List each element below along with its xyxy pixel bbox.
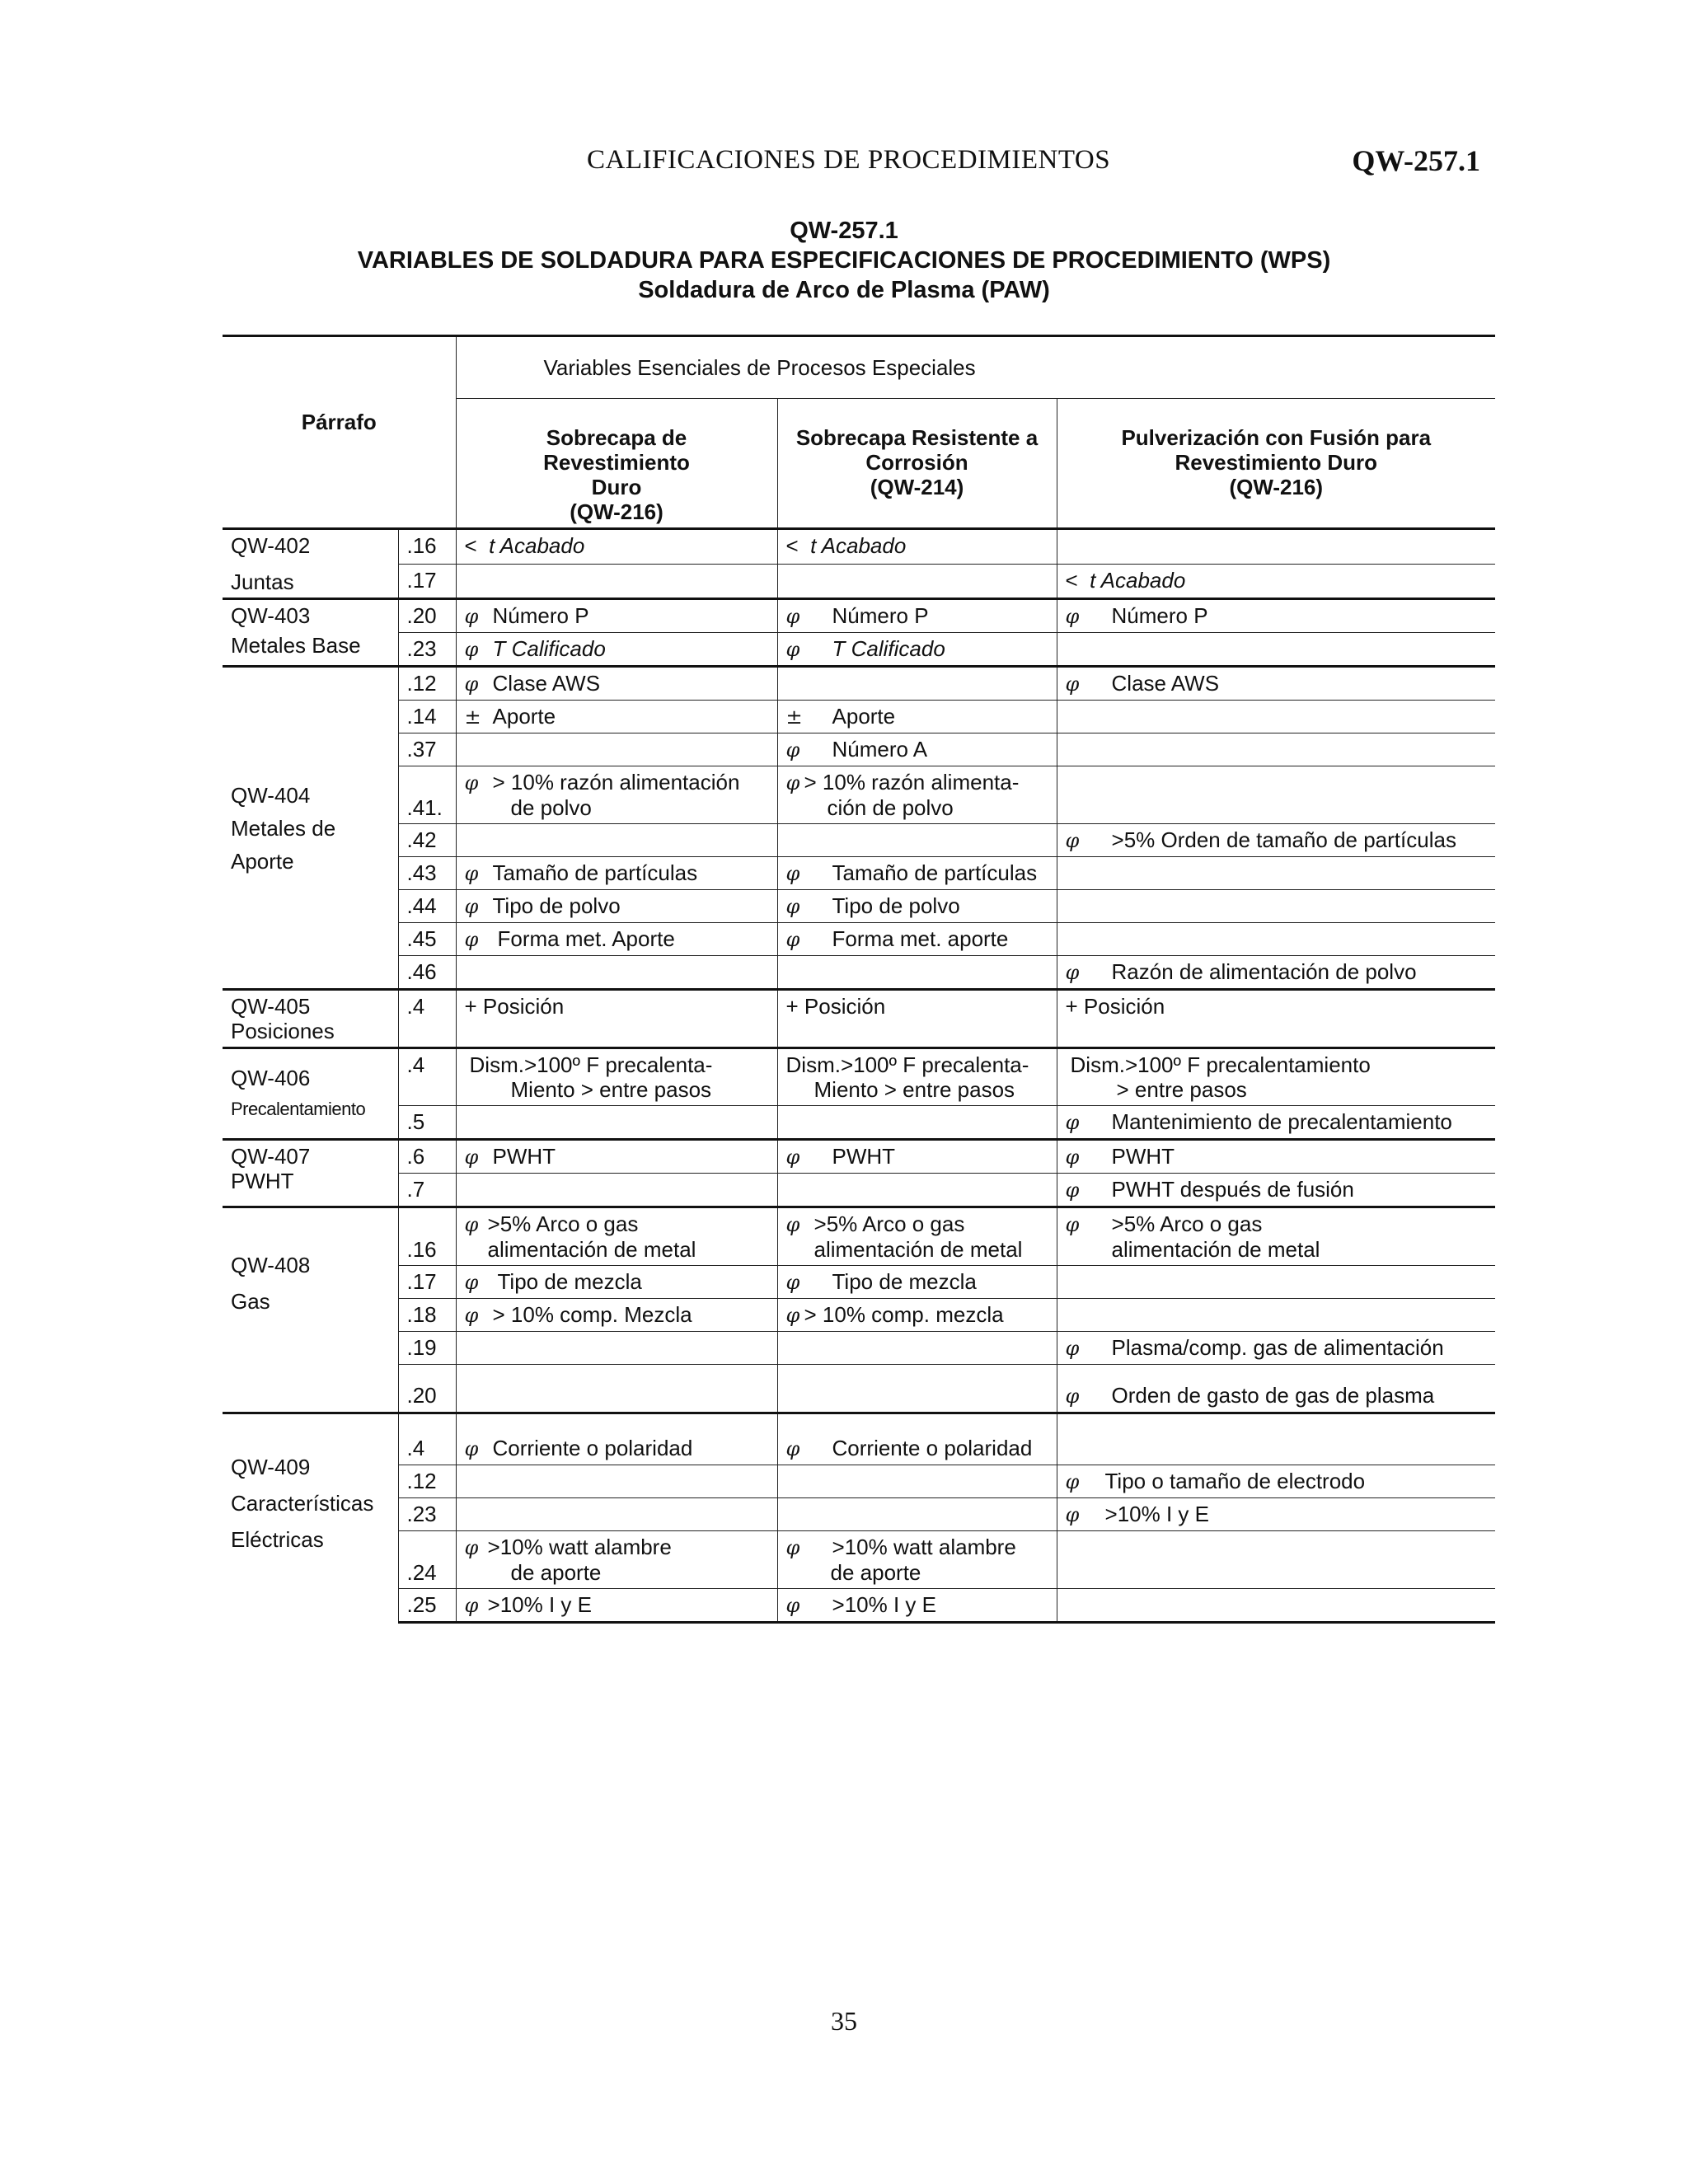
table-row: .46 φ Razón de alimentación de polvo <box>223 956 1495 990</box>
row-number: .20 <box>398 599 456 633</box>
plus-minus-symbol: ± <box>464 705 481 729</box>
row-number: .16 <box>398 1207 456 1266</box>
phi-symbol: φ <box>1065 1337 1080 1360</box>
phi-symbol: φ <box>464 1304 479 1327</box>
table-row: .43 φ Tamaño de partículas φ Tamaño de partículas <box>223 857 1495 890</box>
row-number: .17 <box>398 1266 456 1299</box>
col-header-2: Sobrecapa Resistente a Corrosión (QW-214) <box>777 399 1057 529</box>
table-row: .23 φ >10% I y E <box>223 1498 1495 1531</box>
row-number: .12 <box>398 667 456 701</box>
phi-symbol: φ <box>464 928 479 951</box>
row-number: .4 <box>398 990 456 1048</box>
phi-symbol: φ <box>785 605 800 628</box>
table-row: QW-408 Gas .16 φ >5% Arco o gas alimentación de metal φ >5% Arco o gas alimentación de metal φ >5% Arco o gas alimentación de metal <box>223 1207 1495 1266</box>
phi-symbol: φ <box>1065 1503 1080 1526</box>
table-row: .20 φ Orden de gasto de gas de plasma <box>223 1365 1495 1413</box>
table-row: .25 φ >10% I y E φ >10% I y E <box>223 1589 1495 1623</box>
table-row <box>223 990 1495 1048</box>
running-header-code: QW-257.1 <box>1352 144 1480 177</box>
plus-minus-symbol: ± <box>785 705 803 729</box>
phi-symbol: φ <box>785 1437 800 1460</box>
cell-c1: < t Acabado <box>456 529 777 565</box>
row-number: .24 <box>398 1531 456 1589</box>
phi-symbol: φ <box>785 1536 800 1559</box>
row-number: .4 <box>398 1413 456 1465</box>
group-qw403: QW-403 Metales Base <box>223 599 398 667</box>
table-title-main: VARIABLES DE SOLDADURA PARA ESPECIFICACIONES DE PROCEDIMIENTO (WPS) <box>357 247 1331 274</box>
group-qw405: QW-405 Posiciones <box>223 990 398 1048</box>
cell-c3: < t Acabado <box>1057 564 1495 599</box>
table-row: .42 φ >5% Orden de tamaño de partículas <box>223 824 1495 857</box>
group-qw406: QW-406 Precalentamiento <box>223 1048 398 1140</box>
row-number: .7 <box>398 1174 456 1207</box>
row-number: .43 <box>398 857 456 890</box>
table-row: .44 φ Tipo de polvo φ Tipo de polvo <box>223 890 1495 923</box>
table-title-code: QW-257.1 <box>790 218 898 244</box>
phi-symbol: φ <box>464 1271 479 1294</box>
row-number: .45 <box>398 923 456 956</box>
phi-symbol: φ <box>464 1146 479 1169</box>
phi-symbol: φ <box>785 1271 800 1294</box>
phi-symbol: φ <box>1065 1470 1080 1493</box>
phi-symbol: φ <box>785 638 800 661</box>
phi-symbol: φ <box>464 638 479 661</box>
table-row: .45 φ Forma met. Aporte φ Forma met. aporte <box>223 923 1495 956</box>
table-row: .23 φ T Calificado φ T Calificado <box>223 633 1495 667</box>
phi-symbol: φ <box>464 771 479 794</box>
phi-symbol: φ <box>464 605 479 628</box>
row-number: .23 <box>398 1498 456 1531</box>
phi-symbol: φ <box>1065 1385 1080 1408</box>
wps-variables-table <box>223 335 1495 1624</box>
table-header-row <box>223 336 1495 399</box>
phi-symbol: φ <box>464 895 479 918</box>
row-number: .14 <box>398 701 456 733</box>
row-number: .23 <box>398 633 456 667</box>
table-row: .7 φ PWHT después de fusión <box>223 1174 1495 1207</box>
row-number: .37 <box>398 733 456 766</box>
table-title-block <box>0 216 1688 305</box>
row-number: .42 <box>398 824 456 857</box>
row-number: .5 <box>398 1106 456 1140</box>
group-qw408: QW-408 Gas <box>223 1207 398 1413</box>
cell-c2: + Posición <box>777 990 1057 1048</box>
row-number: .17 <box>398 564 456 599</box>
table-row: QW-407 PWHT .6 φ PWHT φ PWHT φ PWHT <box>223 1140 1495 1174</box>
row-number: .6 <box>398 1140 456 1174</box>
row-number: .25 <box>398 1589 456 1623</box>
table-row: QW-404 Metales de Aporte .12 φ Clase AWS φ Clase AWS <box>223 667 1495 701</box>
phi-symbol: φ <box>1065 829 1080 852</box>
running-header-title: CALIFICACIONES DE PROCEDIMIENTOS <box>587 145 1111 175</box>
col-header-1: Sobrecapa de Revestimiento Duro (QW-216) <box>456 399 777 529</box>
phi-symbol: φ <box>785 895 800 918</box>
phi-symbol: φ <box>785 1146 800 1169</box>
table-row: .12 φ Tipo o tamaño de electrodo <box>223 1465 1495 1498</box>
row-number: .44 <box>398 890 456 923</box>
phi-symbol: φ <box>464 1594 479 1617</box>
cell-c1: + Posición <box>456 990 777 1048</box>
phi-symbol: φ <box>785 771 800 794</box>
phi-symbol: φ <box>1065 605 1080 628</box>
group-qw407: QW-407 PWHT <box>223 1140 398 1207</box>
row-number: .16 <box>398 529 456 565</box>
phi-symbol: φ <box>785 1304 800 1327</box>
group-qw409: QW-409 Características Eléctricas <box>223 1413 398 1623</box>
group-header: Variables Esenciales de Procesos Especiales <box>456 336 1495 399</box>
group-qw404: QW-404 Metales de Aporte <box>223 667 398 990</box>
cell-c3: + Posición <box>1057 990 1495 1048</box>
row-number: .12 <box>398 1465 456 1498</box>
table-row: .24 φ >10% watt alambre de aporte φ >10% watt alambre de aporte <box>223 1531 1495 1589</box>
table-title-sub: Soldadura de Arco de Plasma (PAW) <box>638 277 1050 303</box>
row-number: .4 <box>398 1048 456 1106</box>
phi-symbol: φ <box>1065 1111 1080 1134</box>
table-row: .5 φ Mantenimiento de precalentamiento <box>223 1106 1495 1140</box>
phi-symbol: φ <box>1065 961 1080 984</box>
table-row: .41. φ > 10% razón alimentación de polvo φ > 10% razón alimenta- ción de polvo <box>223 766 1495 824</box>
phi-symbol: φ <box>785 738 800 762</box>
phi-symbol: φ <box>785 1594 800 1617</box>
phi-symbol: φ <box>464 1437 479 1460</box>
row-number: .18 <box>398 1299 456 1332</box>
phi-symbol: φ <box>464 673 479 696</box>
row-number: .20 <box>398 1365 456 1413</box>
row-number: .46 <box>398 956 456 990</box>
table-row: .19 φ Plasma/comp. gas de alimentación <box>223 1332 1495 1365</box>
row-number: .19 <box>398 1332 456 1365</box>
phi-symbol: φ <box>785 862 800 885</box>
table-row: .37 φ Número A <box>223 733 1495 766</box>
table-row: .14 ± Aporte ± Aporte <box>223 701 1495 733</box>
table-row: .17 φ Tipo de mezcla φ Tipo de mezcla <box>223 1266 1495 1299</box>
page-number: 35 <box>831 2006 857 2036</box>
phi-symbol: φ <box>464 862 479 885</box>
table-row: QW-406 Precalentamiento .4 Dism.>100º F precalenta- Miento > entre pasos Dism.>100º F precalenta- Miento > entre pasos Dism.>100º F precalentamiento > entre pasos <box>223 1048 1495 1106</box>
phi-symbol: φ <box>1065 673 1080 696</box>
cell-c3 <box>1057 529 1495 565</box>
table-row <box>223 564 1495 599</box>
cell-c2: < t Acabado <box>777 529 1057 565</box>
table-row: .18 φ > 10% comp. Mezcla φ > 10% comp. mezcla <box>223 1299 1495 1332</box>
row-number: .41. <box>398 766 456 824</box>
phi-symbol: φ <box>785 928 800 951</box>
phi-symbol: φ <box>1065 1146 1080 1169</box>
table-row: QW-403 Metales Base .20 φ Número P φ Número P φ Número P <box>223 599 1495 633</box>
phi-symbol: φ <box>1065 1213 1080 1236</box>
group-qw402: QW-402 Juntas <box>223 529 398 599</box>
table-row: QW-409 Características Eléctricas .4 φ Corriente o polaridad φ Corriente o polaridad <box>223 1413 1495 1465</box>
phi-symbol: φ <box>464 1213 479 1236</box>
col-header-parrafo: Párrafo <box>223 336 456 529</box>
phi-symbol: φ <box>785 1213 800 1236</box>
table-row <box>223 529 1495 565</box>
phi-symbol: φ <box>464 1536 479 1559</box>
col-header-3: Pulverización con Fusión para Revestimiento Duro (QW-216) <box>1057 399 1495 529</box>
phi-symbol: φ <box>1065 1179 1080 1202</box>
